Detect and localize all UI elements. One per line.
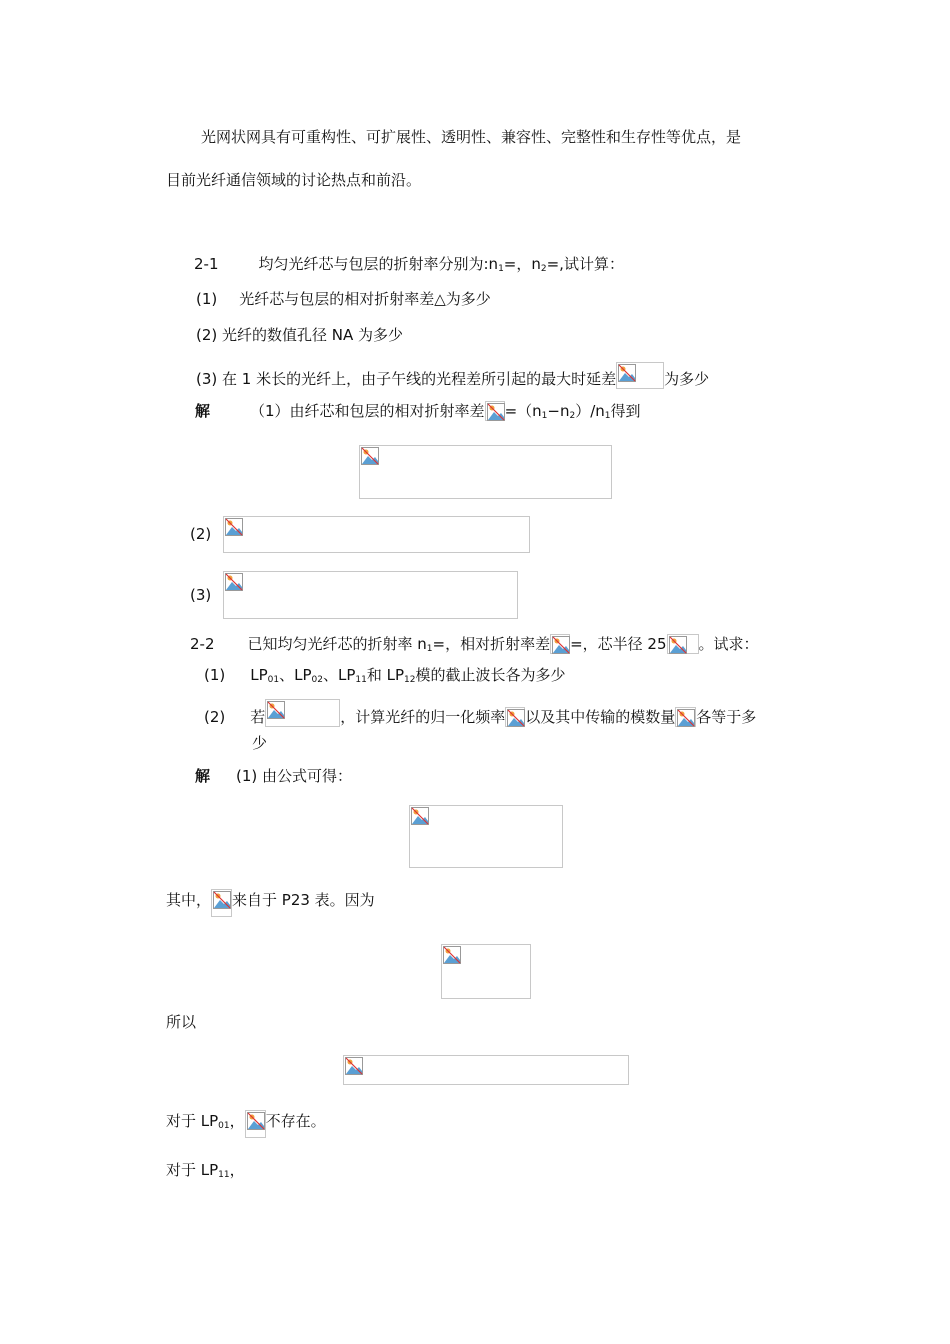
sub: 01	[218, 1121, 230, 1131]
q22-item-2-cont: 少	[252, 734, 268, 752]
formula-image-therefore	[343, 1055, 629, 1085]
sub: 12	[404, 675, 416, 685]
item-text: 各等于多	[696, 708, 757, 726]
broken-image-icon	[552, 636, 570, 654]
formula-image	[211, 889, 232, 917]
intro-line-2: 目前光纤通信领域的讨论热点和前沿。	[166, 171, 422, 189]
sol-text: ，	[229, 1112, 245, 1130]
suoyi-text: 所以	[166, 1013, 197, 1031]
sol-text: 得到	[610, 402, 641, 420]
sol-text: （1）由纤芯和包层的相对折射率差	[250, 402, 485, 420]
item-text: ，计算光纤的归一化频率	[340, 708, 506, 726]
q22-item-1	[204, 665, 565, 685]
solution-label: 解	[195, 402, 211, 420]
q21-item-2: (2) 光纤的数值孔径 NA 为多少	[196, 326, 404, 344]
broken-image-icon	[225, 518, 243, 536]
sol-text: 对于 LP	[166, 1161, 219, 1179]
q21-text: =，n	[503, 255, 541, 273]
item-text: 以及其中传输的模数量	[525, 708, 676, 726]
formula-image	[245, 1110, 266, 1138]
sol21-part2-label: (2)	[190, 525, 212, 543]
q22-text: 已知均匀光纤芯的折射率 n	[247, 635, 427, 653]
sol-text: −n	[547, 402, 570, 420]
solution-label: 解	[195, 767, 211, 785]
sub: 2	[569, 411, 576, 421]
formula-image-cutoff	[409, 805, 563, 868]
sub: 11	[355, 675, 367, 685]
formula-image	[505, 707, 525, 727]
sol-text: (1) 由公式可得：	[236, 767, 353, 785]
item-text: 为多少	[664, 370, 710, 388]
q21-text: =,试计算：	[546, 255, 624, 273]
broken-image-icon	[677, 709, 695, 727]
q21-item-1	[196, 289, 491, 309]
formula-image	[667, 634, 699, 654]
sol-text: 对于 LP	[166, 1112, 219, 1130]
formula-image-na	[223, 516, 530, 553]
q21-item-3	[196, 362, 709, 389]
sub: 1	[498, 264, 504, 274]
q21-number: 2-1	[194, 255, 219, 273]
q22-text: 。试求：	[698, 635, 759, 653]
sub: 02	[311, 675, 323, 685]
sol21-part3-label: (3)	[190, 586, 212, 604]
item-number: (1)	[204, 666, 226, 684]
item-text: 光纤芯与包层的相对折射率差△为多少	[239, 290, 491, 308]
broken-image-icon	[443, 946, 461, 964]
q22-item-2	[204, 699, 756, 727]
intro-line-1: 光网状网具有可重构性、可扩展性、透明性、兼容性、完整性和生存性等优点，是	[201, 128, 742, 146]
formula-image-delay	[223, 571, 518, 619]
broken-image-icon	[507, 709, 525, 727]
formula-image	[485, 401, 505, 421]
item-number: (2)	[204, 708, 226, 726]
q22-title	[190, 634, 759, 654]
item-text: 和 LP	[366, 666, 404, 684]
sol-text: ，	[229, 1161, 245, 1179]
item-text: (3) 在 1 米长的光纤上，由子午线的光程差所引起的最大时延差	[196, 370, 617, 388]
q21-title	[194, 254, 624, 274]
q21-text: 均匀光纤芯与包层的折射率分别为:n	[258, 255, 499, 273]
sub: 1	[541, 411, 548, 421]
item-number: (1)	[196, 290, 218, 308]
q22-number: 2-2	[190, 635, 215, 653]
q22-text: =，相对折射率差	[432, 635, 551, 653]
broken-image-icon	[213, 891, 231, 909]
broken-image-icon	[225, 573, 243, 591]
item-text: 、LP	[279, 666, 312, 684]
broken-image-icon	[361, 447, 379, 465]
item-text: 若	[250, 708, 266, 726]
formula-image	[265, 699, 340, 727]
sol-text: =（n	[504, 402, 542, 420]
broken-image-icon	[487, 403, 505, 421]
sub: 01	[267, 675, 280, 685]
broken-image-icon	[345, 1057, 363, 1075]
broken-image-icon	[411, 807, 429, 825]
sub: 2	[540, 264, 547, 274]
sub: 1	[426, 644, 433, 654]
item-text: LP	[250, 666, 268, 684]
broken-image-icon	[247, 1112, 265, 1130]
formula-image-delta	[359, 445, 612, 499]
sol-text: 不存在。	[265, 1112, 326, 1130]
formula-image	[616, 362, 664, 389]
lp11-line	[166, 1160, 245, 1180]
sub: 1	[604, 411, 611, 421]
sub: 11	[218, 1170, 230, 1180]
formula-image	[675, 707, 696, 727]
item-text: 、LP	[322, 666, 356, 684]
sol22-line	[195, 766, 352, 786]
lp01-line	[166, 1110, 326, 1138]
broken-image-icon	[618, 364, 636, 382]
item-text: 模的截止波长各为多少	[415, 666, 566, 684]
formula-image-because	[441, 944, 531, 999]
sol-text: 来自于 P23 表。因为	[232, 891, 375, 909]
sol-text: ）/n	[575, 402, 605, 420]
formula-image	[550, 634, 570, 654]
qizhong-line	[166, 889, 375, 917]
broken-image-icon	[669, 636, 687, 654]
sol21-line	[195, 401, 641, 421]
sol-text: 其中，	[166, 891, 212, 909]
broken-image-icon	[267, 701, 285, 719]
q22-text: =，芯半径 25	[570, 635, 667, 653]
